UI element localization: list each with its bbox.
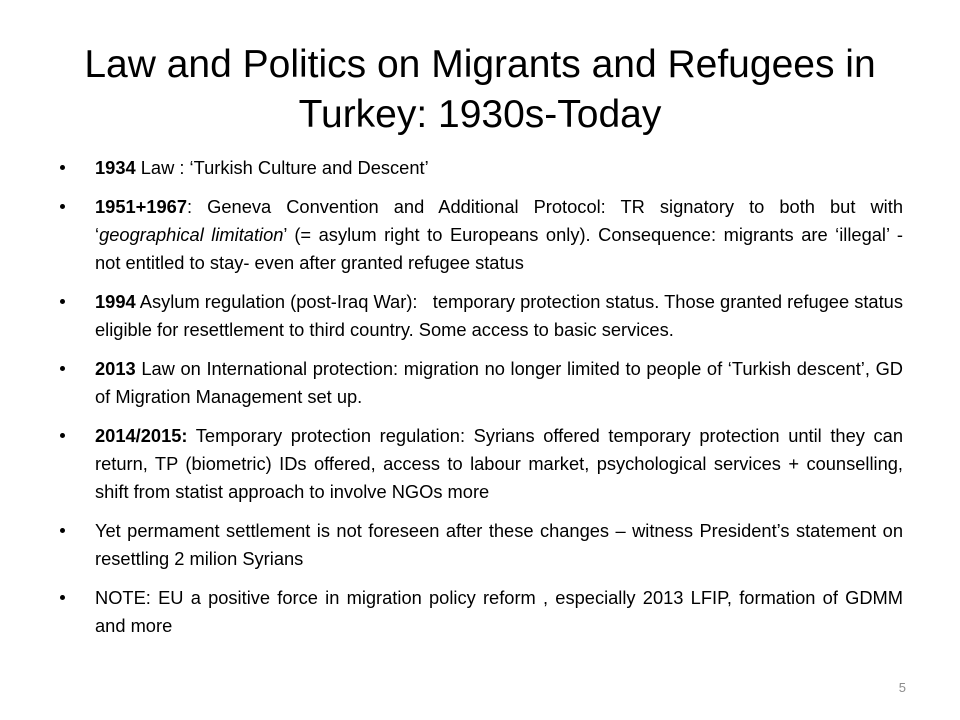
bullet-lead: 1994 [95,291,136,312]
bullet-text [95,517,903,573]
bullet-list [0,154,960,651]
bullet-dot-icon [60,366,65,371]
bullet-item-1934 [0,154,960,182]
bullet-item-2014-2015 [0,422,960,506]
bullet-item-1994 [0,288,960,344]
bullet-text [95,288,909,344]
bullet-dot-icon [60,433,65,438]
bullet-body: : Geneva Convention and Additional Protocol: TR signatory to both but with ‘ [95,196,903,245]
bullet-dot-icon [60,595,65,600]
bullet-item-1951-1967 [0,193,960,277]
slide-title [60,40,900,140]
title-line-2: Turkey: 1930s-Today [298,93,662,136]
title-line-1: Law and Politics on Migrants and Refugees in [84,43,876,86]
bullet-body: Yet permament settlement is not foreseen after these changes – witness President’s statement on resettling 2 milion Syrians [95,520,903,569]
bullet-dot-icon [60,528,65,533]
bullet-lead: 2014/2015: [95,425,188,446]
bullet-lead: 1951+1967 [95,196,188,217]
bullet-item-note [0,584,960,640]
bullet-body: Law : ‘Turkish Culture and Descent’ [135,157,429,178]
bullet-body-continued: ’ (= asylum right to Europeans only). Consequence: migrants are ‘illegal’ - not entitled to stay- even after granted refugee status [95,224,903,273]
bullet-text [95,355,903,411]
bullet-body: Law on International protection: migration no longer limited to people of ‘Turkish descent’, GD of Migration Management set up. [95,358,903,407]
bullet-dot-icon [60,299,65,304]
bullet-text [95,193,903,277]
bullet-text [95,584,903,640]
bullet-dot-icon [60,165,65,170]
bullet-body: Asylum regulation (post-Iraq War): temporary protection status. Those granted refugee status eligible for resettlement to third country. Some access to basic services. [95,291,909,340]
bullet-dot-icon [60,204,65,209]
bullet-lead: 2013 [95,358,136,379]
bullet-body: NOTE: EU a positive force in migration policy reform , especially 2013 LFIP, formation of GDMM and more [95,587,903,636]
bullet-text [95,422,903,506]
bullet-item-settlement [0,517,960,573]
bullet-lead: 1934 [95,157,136,178]
bullet-text [95,154,903,182]
bullet-item-2013 [0,355,960,411]
slide-number: 5 [898,680,906,695]
bullet-body: Temporary protection regulation: Syrians offered temporary protection until they can return, TP (biometric) IDs offered, access to labour market, psychological services + counselling, shift from statist approach to involve NGOs more [95,425,903,502]
bullet-emphasis: geographical limitation [99,224,284,245]
